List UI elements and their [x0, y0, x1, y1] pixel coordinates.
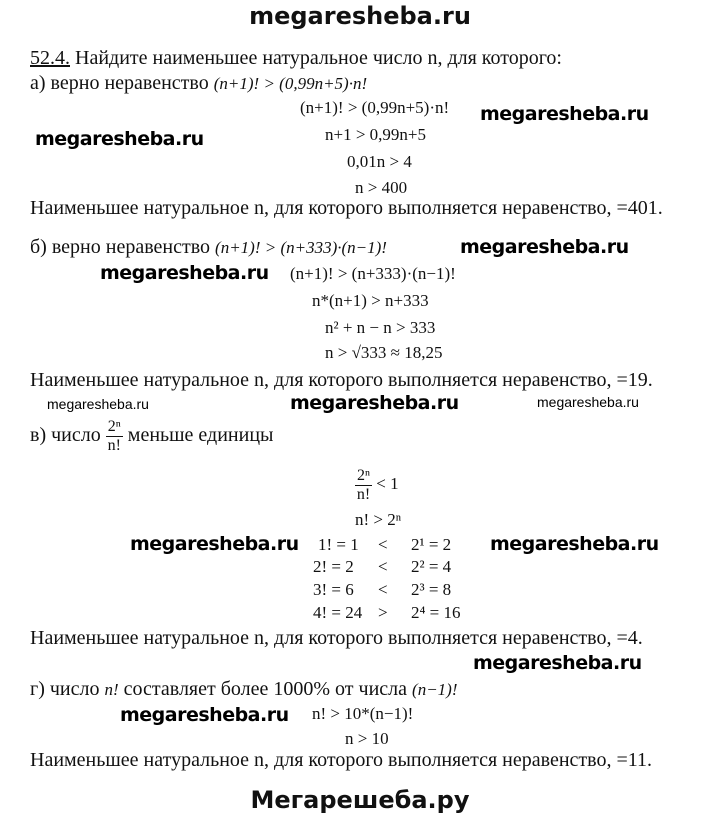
watermark: megaresheba.ru	[473, 652, 642, 674]
part-d-answer: Наименьшее натуральное n, для которого выполняется неравенство, =11.	[30, 749, 652, 771]
cell: 2⁴ = 16	[411, 603, 461, 622]
site-footer: Мегарешеба.ру	[250, 786, 470, 814]
part-d-statement	[30, 678, 458, 700]
watermark: megaresheba.ru	[47, 396, 149, 412]
cell: 4! = 24	[313, 603, 363, 622]
watermark: megaresheba.ru	[35, 128, 204, 150]
fraction	[355, 467, 372, 504]
part-d-label-mid: составляет более 1000% от числа	[123, 678, 408, 700]
math-step: 0,01n > 4	[347, 152, 412, 171]
cell: <	[378, 535, 388, 554]
part-c-label: в) число	[30, 424, 101, 446]
watermark: megaresheba.ru	[120, 704, 289, 726]
site-header: megaresheba.ru	[249, 2, 471, 30]
math-step: n² + n − n > 333	[325, 318, 436, 337]
cell: 2! = 2	[313, 557, 354, 576]
cell: 1! = 1	[318, 535, 359, 554]
part-c-statement	[30, 416, 273, 455]
part-a-answer: Наименьшее натуральное n, для которого выполняется неравенство, =401.	[30, 197, 663, 219]
math-step: n! > 2ⁿ	[355, 510, 402, 529]
math-step: (n+1)! > (0,99n+5)·n!	[300, 98, 450, 117]
part-a-statement	[30, 72, 367, 94]
cell: >	[378, 603, 388, 622]
problem-title	[30, 47, 562, 69]
math-step: n+1 > 0,99n+5	[325, 125, 427, 144]
math-step	[355, 464, 399, 504]
part-b-label: б) верно неравенство	[30, 236, 211, 258]
numerator: 2ⁿ	[357, 466, 371, 484]
expr: n!	[104, 680, 119, 699]
numerator: 2ⁿ	[107, 417, 121, 435]
part-d-label: г) число	[30, 678, 100, 700]
math-step: n > 10	[345, 729, 389, 748]
math-step: n! > 10*(n−1)!	[312, 704, 414, 723]
math-step: n*(n+1) > n+333	[312, 291, 429, 310]
math-step: n > 400	[355, 178, 408, 197]
problem-number: 52.4.	[30, 47, 70, 69]
watermark: megaresheba.ru	[480, 103, 649, 125]
expr: (n−1)!	[412, 680, 458, 699]
watermark: megaresheba.ru	[100, 262, 269, 284]
denominator: n!	[107, 436, 121, 454]
cell: <	[378, 557, 388, 576]
rhs: < 1	[376, 474, 399, 493]
part-a-inequality: (n+1)! > (0,99n+5)·n!	[213, 74, 368, 93]
fraction	[106, 418, 123, 455]
watermark: megaresheba.ru	[130, 533, 299, 555]
cell: 2³ = 8	[411, 580, 452, 599]
part-b-statement	[30, 236, 387, 258]
watermark: megaresheba.ru	[490, 533, 659, 555]
cell: <	[378, 580, 388, 599]
math-step: (n+1)! > (n+333)·(n−1)!	[290, 264, 456, 283]
cell: 2² = 4	[411, 557, 452, 576]
cell: 2¹ = 2	[411, 535, 452, 554]
problem-text: Найдите наименьшее натуральное число n, для которого:	[75, 47, 562, 69]
watermark: megaresheba.ru	[460, 236, 629, 258]
part-a-label: а) верно неравенство	[30, 72, 209, 94]
cell: 3! = 6	[313, 580, 354, 599]
denominator: n!	[356, 485, 371, 503]
part-b-inequality: (n+1)! > (n+333)·(n−1)!	[215, 238, 387, 257]
watermark: megaresheba.ru	[537, 394, 639, 410]
part-c-label-end: меньше единицы	[127, 424, 274, 446]
part-c-answer: Наименьшее натуральное n, для которого выполняется неравенство, =4.	[30, 627, 643, 649]
part-b-answer: Наименьшее натуральное n, для которого выполняется неравенство, =19.	[30, 369, 653, 391]
math-step: n > √333 ≈ 18,25	[325, 343, 443, 362]
watermark: megaresheba.ru	[290, 392, 459, 414]
